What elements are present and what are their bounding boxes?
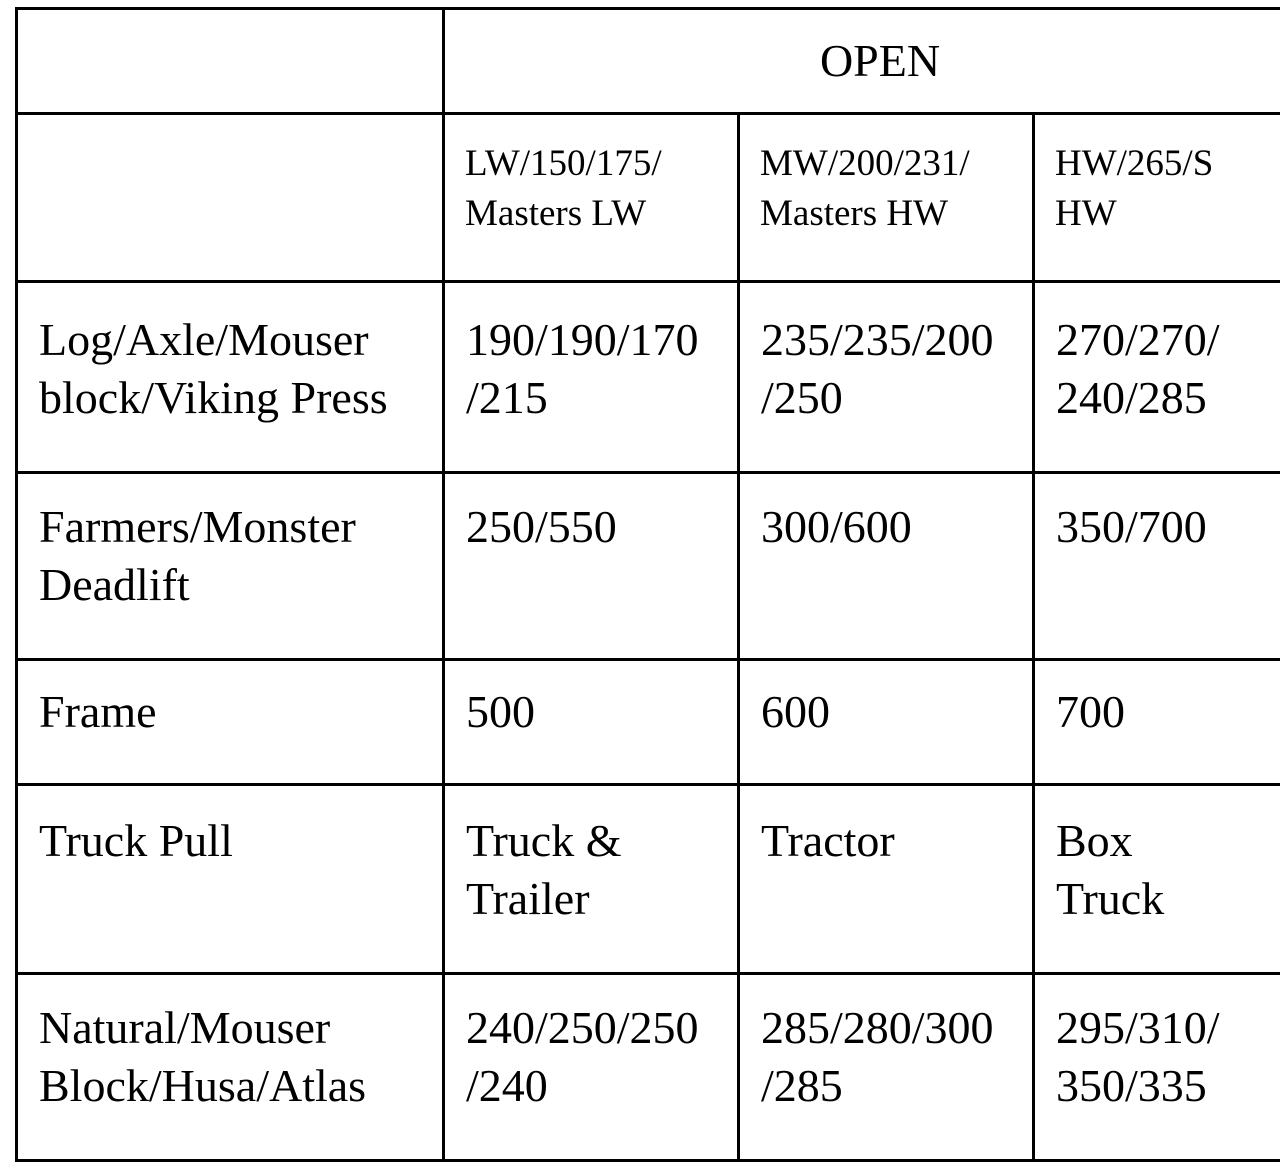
weight-cell [739, 660, 1034, 785]
corner-cell [17, 114, 444, 282]
division-line: MW/200/231/ [760, 139, 1032, 189]
event-line: Log/Axle/Mouser [39, 311, 442, 369]
division-line: Masters HW [760, 189, 1032, 239]
weight-cell [739, 473, 1034, 660]
division-header [739, 114, 1034, 282]
cell-line: 350/700 [1056, 498, 1280, 556]
cell-line: 285/280/300 [761, 999, 1032, 1057]
division-line: Masters LW [465, 189, 737, 239]
open-group-header: OPEN [444, 9, 1280, 114]
event-line: Deadlift [39, 556, 442, 614]
event-line: Frame [39, 683, 442, 741]
cell-line: 350/335 [1056, 1057, 1280, 1115]
weight-cell [1034, 473, 1280, 660]
event-label [17, 473, 444, 660]
cell-line: 240/250/250 [466, 999, 737, 1057]
event-line: Truck Pull [39, 812, 442, 870]
cell-line: /250 [761, 369, 1032, 427]
event-label [17, 660, 444, 785]
cell-line: /285 [761, 1057, 1032, 1115]
division-header-row [17, 114, 1280, 282]
cell-line: 240/285 [1056, 369, 1280, 427]
weight-cell [444, 974, 739, 1161]
cell-line: 600 [761, 683, 1032, 741]
table-row [17, 473, 1280, 660]
table-row [17, 974, 1280, 1161]
division-line: HW [1055, 189, 1280, 239]
event-line: Natural/Mouser [39, 999, 442, 1057]
event-label [17, 785, 444, 974]
cell-line: 250/550 [466, 498, 737, 556]
weight-cell [444, 473, 739, 660]
weight-cell [444, 282, 739, 473]
cell-line: 190/190/170 [466, 311, 737, 369]
cell-line: /215 [466, 369, 737, 427]
weight-cell [739, 974, 1034, 1161]
event-label [17, 974, 444, 1161]
cell-line: 700 [1056, 683, 1280, 741]
division-line: HW/265/S [1055, 139, 1280, 189]
table-row [17, 660, 1280, 785]
weight-cell [739, 282, 1034, 473]
corner-cell [17, 9, 444, 114]
cell-line: Box [1056, 812, 1280, 870]
weight-cell [444, 660, 739, 785]
division-line: LW/150/175/ [465, 139, 737, 189]
weight-cell [1034, 974, 1280, 1161]
weight-cell [444, 785, 739, 974]
cell-line: Truck [1056, 870, 1280, 928]
cell-line: Tractor [761, 812, 1032, 870]
weight-cell [1034, 282, 1280, 473]
event-line: Block/Husa/Atlas [39, 1057, 442, 1115]
cell-line: Truck & [466, 812, 737, 870]
cell-line: 300/600 [761, 498, 1032, 556]
cell-line: 295/310/ [1056, 999, 1280, 1057]
table-row [17, 785, 1280, 974]
event-line: Farmers/Monster [39, 498, 442, 556]
event-label [17, 282, 444, 473]
cell-line: Trailer [466, 870, 737, 928]
division-header [1034, 114, 1280, 282]
group-header-row [17, 9, 1280, 114]
weight-cell [1034, 660, 1280, 785]
weight-cell [739, 785, 1034, 974]
event-line: block/Viking Press [39, 369, 442, 427]
cell-line: 270/270/ [1056, 311, 1280, 369]
division-header [444, 114, 739, 282]
cell-line: /240 [466, 1057, 737, 1115]
cell-line: 500 [466, 683, 737, 741]
cell-line: 235/235/200 [761, 311, 1032, 369]
table-row [17, 282, 1280, 473]
weight-cell [1034, 785, 1280, 974]
weights-table [15, 7, 1280, 1162]
